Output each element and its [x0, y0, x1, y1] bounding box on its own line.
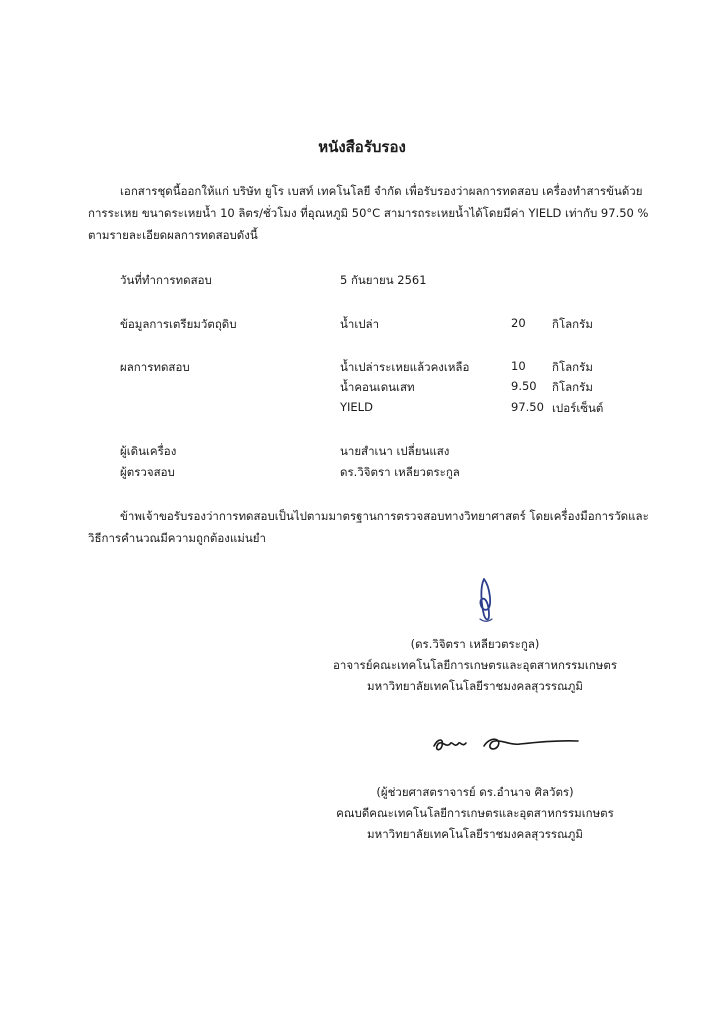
signature-2-image [428, 728, 588, 758]
operator-name: นายสำเนา เปลี่ยนแสง [340, 444, 450, 458]
signer-1-university: มหาวิทยาลัยเทคโนโลยีราชมงคลสุวรรณภูมิ [367, 679, 583, 693]
result-item: YIELD [340, 400, 373, 414]
signer-2-university: มหาวิทยาลัยเทคโนโลยีราชมงคลสุวรรณภูมิ [367, 827, 583, 841]
signer-1-name: (ดร.วิจิตรา เหลียวตระกูล) [410, 637, 540, 651]
operator-label: ผู้เดินเครื่อง [120, 444, 177, 458]
raw-material-item: น้ำเปล่า [340, 317, 380, 331]
result-amount: 9.50 [511, 379, 537, 393]
result-unit: กิโลกรัม [552, 380, 593, 394]
raw-material-label: ข้อมูลการเตรียมวัตถุดิบ [120, 317, 237, 331]
result-amount: 97.50 [511, 400, 544, 414]
results-label: ผลการทดสอบ [120, 360, 190, 374]
inspector-name: ดร.วิจิตรา เหลียวตระกูล [340, 465, 460, 479]
document-title: หนังสือรับรอง [318, 138, 406, 156]
raw-material-amount: 20 [511, 316, 526, 330]
result-unit: กิโลกรัม [552, 360, 593, 374]
intro-paragraph: เอกสารชุดนี้ออกให้แก่ บริษัท ยูโร เบสท์ เทคโนโลยี จำกัด เพื่อรับรองว่าผลการทดสอบ เครื่องทำสารข้นด้วยการระเหย ขนาดระเหยน้ำ 10 ลิตร/ชั่วโมง ที่อุณหภูมิ 50°C สามารถระเหยน้ำได้โดยมีค่า YIELD เท่ากับ 97.50 % ตามรายละเอียดผลการทดสอบดังนี้ [88, 184, 649, 242]
result-unit: เปอร์เซ็นต์ [552, 401, 604, 415]
result-item: น้ำเปล่าระเหยแล้วคงเหลือ [340, 360, 470, 374]
result-amount: 10 [511, 359, 526, 373]
result-item: น้ำคอนเดนเสท [340, 380, 415, 394]
inspector-label: ผู้ตรวจสอบ [120, 465, 175, 479]
certification-paragraph: ข้าพเจ้าขอรับรองว่าการทดสอบเป็นไปตามมาตรฐานการตรวจสอบทางวิทยาศาสตร์ โดยเครื่องมือการวัดและวิธีการคำนวณมีความถูกต้องแม่นยำ [88, 509, 649, 545]
signer-2-position: คณบดีคณะเทคโนโลยีการเกษตรและอุตสาหกรรมเกษตร [336, 806, 614, 820]
raw-material-unit: กิโลกรัม [552, 317, 593, 331]
signer-2-name: (ผู้ช่วยศาสตราจารย์ ดร.อำนาจ ศิลวัตร) [376, 785, 574, 799]
signer-1-position: อาจารย์คณะเทคโนโลยีการเกษตรและอุตสาหกรรมเกษตร [332, 658, 618, 672]
signature-1-image [458, 575, 508, 627]
test-date-label: วันที่ทำการทดสอบ [120, 273, 212, 287]
test-date-value: 5 กันยายน 2561 [340, 273, 427, 287]
